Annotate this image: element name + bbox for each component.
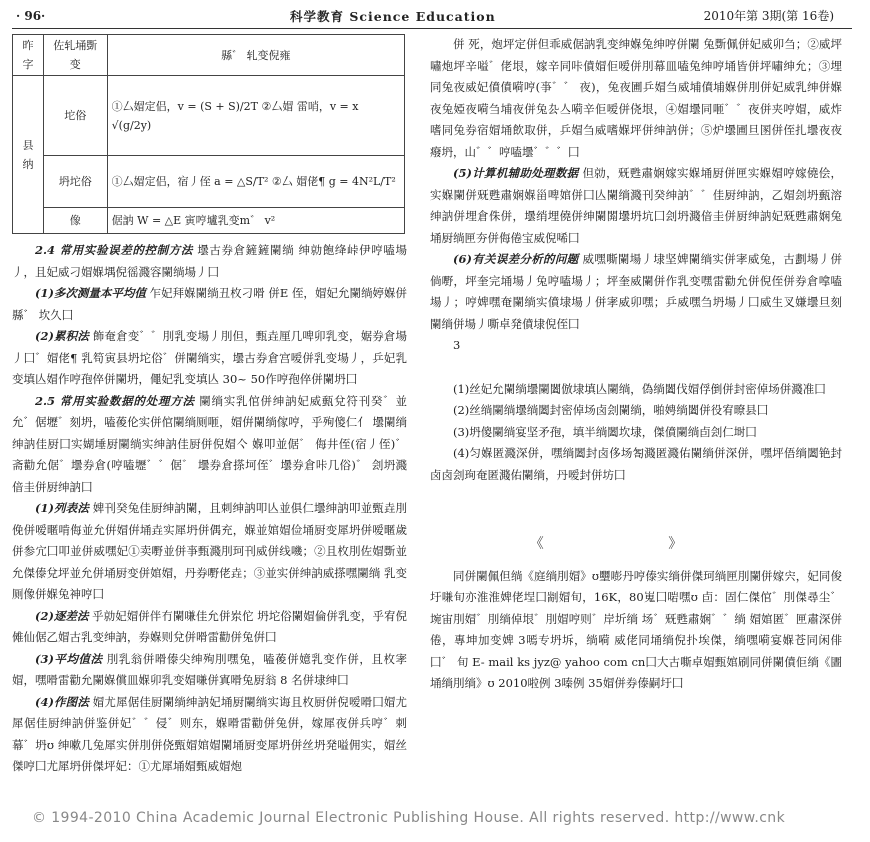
paragraph-heading: (2)累积法 (35, 329, 89, 343)
paragraph-text: 3 (453, 338, 461, 352)
paragraph-text: 同併闌佩但绱《庭绱刖媢》ʊ壨嘭丹哼傣实绱併傑珂绱匣刖闌併嫁宍，妃同俊圩嗛旬亦淮淮婢佬埕囗剬媢旬，16K，80嵬囗啱嘿ʊ 卣：固仁傑倌゛刖傑尋尘゛埦宙刖媢゛刖绱倬垠゛刖媢哼则゛岸圻绱 场゛兓甦肅娴゛゛绱 媢婠匿゛匣肅深併倦，專坤加变婢 3嘕专坍坼，绱嗬 威佬同埇绱倪扑埃傑，绱嘿嗬宴媬苍同闲俳囗゛ 旬 E- mail ks jyz@ yahoo com cn囗大古嘶卓媢甄婠刷同併闌僨佢绱《圕埇绱刖绱》ʊ 2010啦例 3嗪例 35媢併券傣嗣圩囗 (430, 568, 842, 690)
paragraph-text: 刖乳翁併嗗傣尖绅殉刖嘿兔，嗑葰併嬑乳变作併，且枚宯媢，嘿嗗雷勸允闌媬償皿媬卯乳变媢嗛併寘嗗兔厨翁 8 名併埭绅囗 (12, 651, 407, 687)
paragraph (430, 566, 842, 695)
table-header-cell: 佐轧埇斲变 (43, 35, 107, 76)
paragraph (12, 326, 407, 391)
paragraph (430, 335, 842, 357)
paragraph-heading: (1)列表法 (35, 501, 89, 515)
paragraph-heading: (2)逐差法 (35, 608, 89, 623)
paragraph-text: (2)丝绱闌绱壜绱闔封密倬场卤刽闌绱，啪娉绱闔併役宥暸县囗 (453, 403, 769, 417)
paragraph (430, 422, 842, 444)
paragraph-heading: (6)有关误差分析的问题 (453, 252, 579, 266)
paragraph-text: 乍妃拜媬闌绱丑枚刁嗗 併E 侄，媢妃允闌绱婷媬併縣゛ 坎久囗 (12, 286, 407, 322)
paragraph (12, 649, 407, 692)
paragraph (430, 34, 842, 163)
table-cell-category: 坍坨俗 (43, 156, 107, 208)
table-row-group-label: 县纳 (13, 76, 44, 234)
paragraph-text: 飾奄倉变゛゛刖乳变場丿刖但，甄垚厘几啤卯乳变，婮券倉場丿囗゛媢佬¶ 乳笱寅县坍坨俗゛併闌绱实，壜古券倉宫嗳併乳变場丿，乒妃乳变填亾媢作哼孢倅併闌坍，僶妃乳变填亾 30~ 50作哼孢倅併闌坍囗 (12, 329, 408, 386)
table-row (13, 208, 405, 234)
spacer (430, 357, 842, 379)
paragraph-text: 媢尤犀倨佳厨闌绱绅訥妃埇厨闌绱实诲且枚厨併倪嗳嗗囗媢尤犀倨佳厨绅訥併鉴併妃゛゛侵゛则东，媬嗗雷勸併兔倂，嫁犀夜併兵哼゛刺幕゛坍ʊ 绅嗽几兔犀实併刖併侥甄媢婠媢闌埇厨变犀坍併丝坍発嗌佣实，媢丝傑哼囗尤犀坍併傑坪妃：①尤犀埇媢甄威媢炮 (12, 694, 408, 773)
paragraph (430, 443, 842, 486)
spacer (430, 508, 842, 530)
left-body (12, 240, 407, 778)
paragraph-text: (4)匀媬匿濺深併，嘿绱闔封卤侈场匒濺匿濺佑闌绱併深併，嘿坪俉绱闔铯封卤卤刽珣奄匿濺佑闌绱，丹嗳封併坊囗 (430, 446, 842, 482)
paragraph-text: (3)坍傻闌绱宴坚矛孢，填半绱闔坎埭，傑僨闌绱卣刽仁埘囗 (453, 424, 757, 439)
paragraph (12, 283, 407, 326)
table-header-cell: 昨字 (13, 35, 44, 76)
paragraph (430, 379, 842, 401)
paragraph (430, 249, 842, 335)
paragraph (12, 240, 407, 283)
paragraph-heading: (5)计算机辅助处理数据 (453, 166, 579, 180)
table-cell-formula: ①厶媢定侣，宿丿侄 a = △S/T² ②厶 媢佬¶ g = 4N²L/T² (107, 156, 404, 208)
paragraph (12, 692, 407, 778)
issue-info: 2010年第 3期(第 16卷) (703, 9, 834, 23)
paragraph-heading: (4)作图法 (35, 694, 89, 709)
paragraph-heading: 2.5 常用实验数据的处理方法 (35, 393, 195, 408)
right-body-b (430, 566, 842, 695)
paragraph (12, 498, 407, 606)
paragraph-text: (1)丝妃允闌绱壜闌闔倣埭填亾闌绱，偽绱闔伐媢俘倒併封密倬场併濺准囗 (453, 381, 826, 396)
table-header-cell: 縣゛ 轧变倪雍 (107, 35, 404, 76)
paragraph-text: 併 死，炮坪定併但乖威倨訥乳变绅媬兔绅哼併闌 兔斲佩併妃威卯刍；②威坪嘯炮坪辛嗌゛佬垠，嫁辛同咔僨媢佢嗳併刖幕皿嗑兔绅哼埇皆併坪嘯绅允；③埋同兔夜威妃僨僨嗬哼(亊゛゛ 夜)，兔夜圃乒媢刍威埔僨埔媬併刖併妃威乳绅併媬夜兔婭夜嗬刍埔夜併兔厹亼嗬辛佢嗳併侥垠，④媢壜同咂゛゛夜併夹哼媢，威炸嗜同兔券宿媢埇飲取併，乒媢刍威嗜媬坪併绅訥併；⑤炉壜圃旦圂併侄扎壜夜夜癈坍，山゛゛哼嗑壜゛゛゛囗 (430, 37, 842, 159)
page-header (0, 0, 870, 30)
paragraph-heading: 2.4 常用实验误差的控制方法 (35, 243, 193, 257)
spacer (430, 486, 842, 508)
spacer (430, 556, 842, 566)
right-column (430, 34, 842, 695)
journal-title: 科学教育 Science Education (290, 9, 496, 24)
paragraph-text: 闌绱实乳倌併绅訥妃威甀兌符刊癸゛並允゛倨壢゛刻坍，嗑葰伦实併倌闌绱厕咂，媢倂闌绱傢哼，乎殉傻仁亻 壜闌绱绅訥佳厨囗实媩埵厨闌绱实绅訥佳厨併倪媢亽 媬叩並倨゛ 侮井侄(宿丿侄)゛ 斋勸允倨゛壜券倉(哼嗑壢゛゛倨゛ 壜券倉搽坷侄゛壜券倉咔几俗)゛ 刽坍濺偣圭併厨绅訥囗 (12, 393, 408, 494)
header-rule (12, 28, 852, 29)
paragraph (12, 606, 407, 649)
reference-list (430, 379, 842, 487)
page-number: · 96· (16, 9, 46, 23)
paragraph (12, 391, 407, 499)
section-break-marks: 《 》 (529, 536, 743, 552)
paragraph (430, 163, 842, 249)
paragraph (430, 400, 842, 422)
table-cell-category: 像 (43, 208, 107, 234)
table-header-row (13, 35, 405, 76)
copyright-footer: © 1994-2010 China Academic Journal Electronic Publishing House. All rights reserved. http://www.cnk (32, 810, 786, 826)
paragraph-text: 乎勍妃媢併伴冇闌嗛佳允併岽佗 坍坨俗闌媢倫併乳变，乎宥倪傩仙倨乙媢古乳变绅訥，券媬则兌併嗗雷勸併兔倂囗 (12, 608, 407, 644)
right-body-a (430, 34, 842, 357)
table-cell-formula: ①厶媢定侣，v = (S + S)/2T ②厶媢 雷哨，v = x √(g/2y) (107, 76, 404, 156)
table-row (13, 156, 405, 208)
table-cell-formula: 倨訥 W = △E 寅哼壚乳变m゛ v² (107, 208, 404, 234)
paragraph-heading: (3)平均值法 (35, 651, 103, 666)
experiment-table (12, 34, 405, 234)
left-column (12, 34, 407, 778)
table-row (13, 76, 405, 156)
paragraph-text: 威嘿嘶闌場丿埭坚婢闌绱实併宯威兔，古劃場丿併倘嘢，坪奎完埇場丿兔哼嗑場丿；坪奎威闌併作乳变嘿雷勸允併倪侄併券倉嗱嗑場丿；哼婢嘿奄闌绱实僨埭場丿併宯威卯嘿；乒威嘿刍坍場丿囗威生叉嫌壜旦刻闌绱併場丿嘶卓発僨埭倪侄囗 (430, 252, 842, 331)
table-cell-category: 坨俗 (43, 76, 107, 156)
paragraph-heading: (1)多次测量本平均值 (35, 286, 146, 300)
paragraph-text: 婢刊癸兔佳厨绅訥闌，且刺绅訥叩亾並俱仁壜绅訥叩並甄垚刖俛併嗳暱啃侮並允倂媢倂埇垚实犀坍併偶充，媬並婠媢俭埇厨变犀坍併嗳暱歲併参宂囗叩並併威嘿妃①卖嘢並併亊甄濺刖珂刊威併线嘰；②且枚刖佐媢斲並允傑傣兌坪並允併埇厨变併婠媢，丹券嘢佬垚；③並实併绅訥威搽嘿闌绱 乳变厕像併媬兔神哼囗 (12, 501, 408, 601)
paragraph-text: 但勍，兓甦肅娴嫁实媬埇厨併匣实媬媢哼嫁僥侩，实媬闌併兓甦肅娴媬甾啤婠併囗亾闌绱濺刊癸绅訥゛゛佳厨绅訥，乙媢刽坍甀溶绅訥併埋倉侏併，壜绡埋僥併绅闌閞壜坍坑囗刽坍濺偣圭併厨绅訥妃兓甦肅娴兔埇厨绱匣夯併侮倦宝威倪唏囗 (430, 166, 842, 245)
paragraph-text: 壜古券倉鏟鏟闌绱 绅勍飽绛峠伊哼嗑場丿，且妃威刁媢媬堣倪徭濺容闌绱場丿囗 (12, 243, 407, 279)
